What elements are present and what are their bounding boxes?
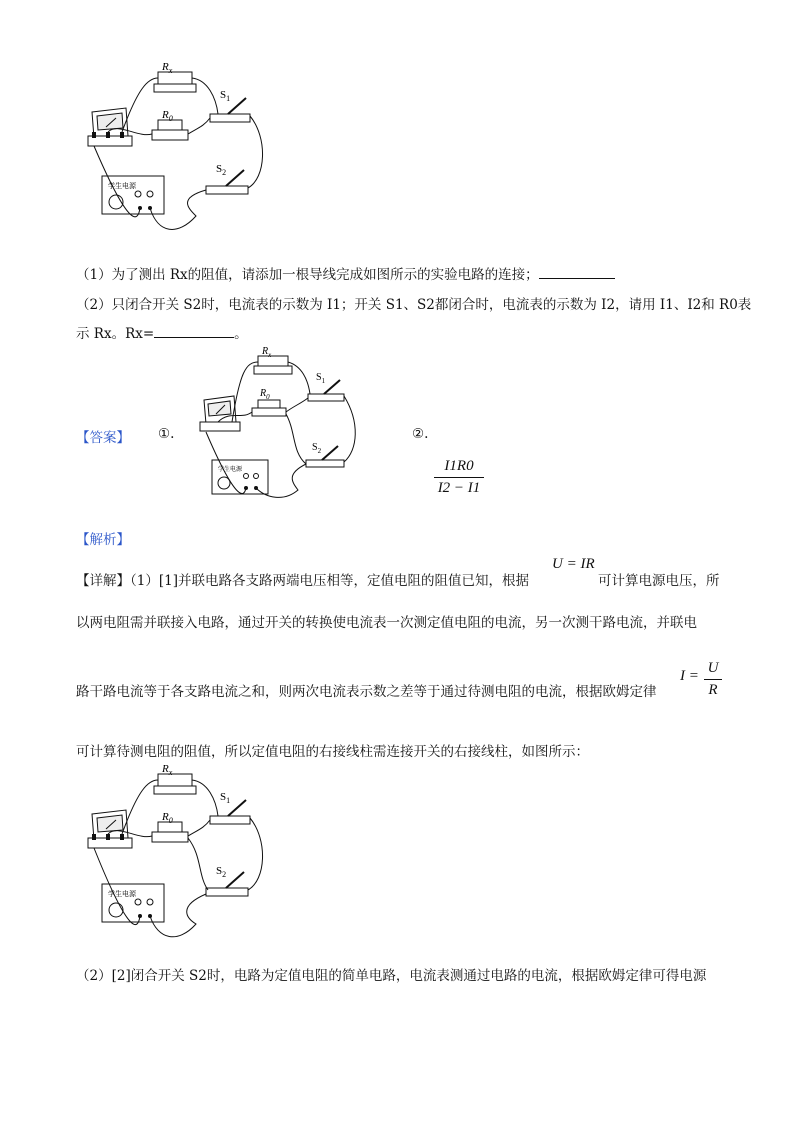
analysis-paragraph-1: 【详解】（1）[1]并联电路各支路两端电压相等，定值电阻的阻值已知，根据: [76, 573, 529, 589]
answer-formula: [434, 458, 484, 497]
rx-label: $R_x$: [162, 61, 173, 75]
s2-label-analysis: $S_2$: [216, 865, 227, 879]
rx-label-answer: $R_x$: [262, 346, 272, 359]
analysis-paragraph-2: 以两电阻需并联接入电路，通过开关的转换使电流表一次测定值电阻的电流，另一次测干路电流，并联电: [76, 615, 697, 631]
analysis-paragraph-5: （2）[2]闭合开关 S2时，电路为定值电阻的简单电路，电流表测通过电路的电流，根据欧姆定律可得电源: [76, 968, 707, 984]
r0-label-answer: $R_0$: [260, 388, 270, 401]
detail-tag: 【详解】: [76, 573, 130, 589]
power-supply-label-analysis: 学生电源: [108, 890, 136, 898]
s1-label-answer: $S_1$: [316, 372, 326, 385]
analysis-paragraph-3: 路干路电流等于各支路电流之和，则两次电流表示数之差等于通过待测电阻的电流，根据欧姆定律: [76, 684, 657, 700]
s2-label-answer: $S_2$: [312, 442, 322, 455]
circuit-figure-answer: [196, 342, 366, 502]
answer-tag: 【答案】: [76, 430, 130, 446]
r0-label-analysis: $R_0$: [162, 811, 173, 825]
analysis-tag: 【解析】: [76, 532, 130, 548]
answer-item-2: ②.: [412, 426, 429, 442]
analysis-paragraph-4: 可计算待测电阻的阻值，所以定值电阻的右接线柱需连接开关的右接线柱，如图所示：: [76, 744, 589, 760]
answer-formula-denominator: I2 − I1: [437, 480, 481, 496]
ohm-law-fraction: U R: [704, 660, 722, 699]
rx-label-analysis: $R_x$: [162, 763, 173, 777]
question-2-line-1: （2）只闭合开关 S2时，电流表的示数为 I1；开关 S1、S2都闭合时，电流表的示数为 I2，请用 I1、I2和 R0表: [76, 297, 752, 313]
answer-blank-2[interactable]: [154, 325, 234, 338]
circuit-figure-analysis: [78, 760, 278, 950]
answer-formula-numerator: I1R0: [444, 458, 474, 474]
circuit-figure-question: [78, 58, 278, 238]
r0-label: $R_0$: [162, 109, 173, 123]
question-2-line-2: 示 Rx。Rx= 。: [76, 326, 248, 342]
answer-item-1: ①.: [158, 426, 175, 442]
formula-u-ir: U = IR: [552, 556, 595, 572]
s1-label-analysis: $S_1$: [220, 791, 231, 805]
s2-label: $S_2$: [216, 163, 227, 177]
s1-label: $S_1$: [220, 89, 231, 103]
ohm-law-formula: I =: [680, 668, 699, 684]
power-supply-label-answer: 学生电源: [218, 466, 243, 473]
question-1: （1）为了测出 Rx的阻值，请添加一根导线完成如图所示的实验电路的连接；: [76, 263, 615, 283]
answer-blank-1[interactable]: [539, 266, 615, 279]
power-supply-label: 学生电源: [108, 182, 136, 190]
analysis-paragraph-1-end: 可计算电源电压，所: [598, 573, 720, 589]
